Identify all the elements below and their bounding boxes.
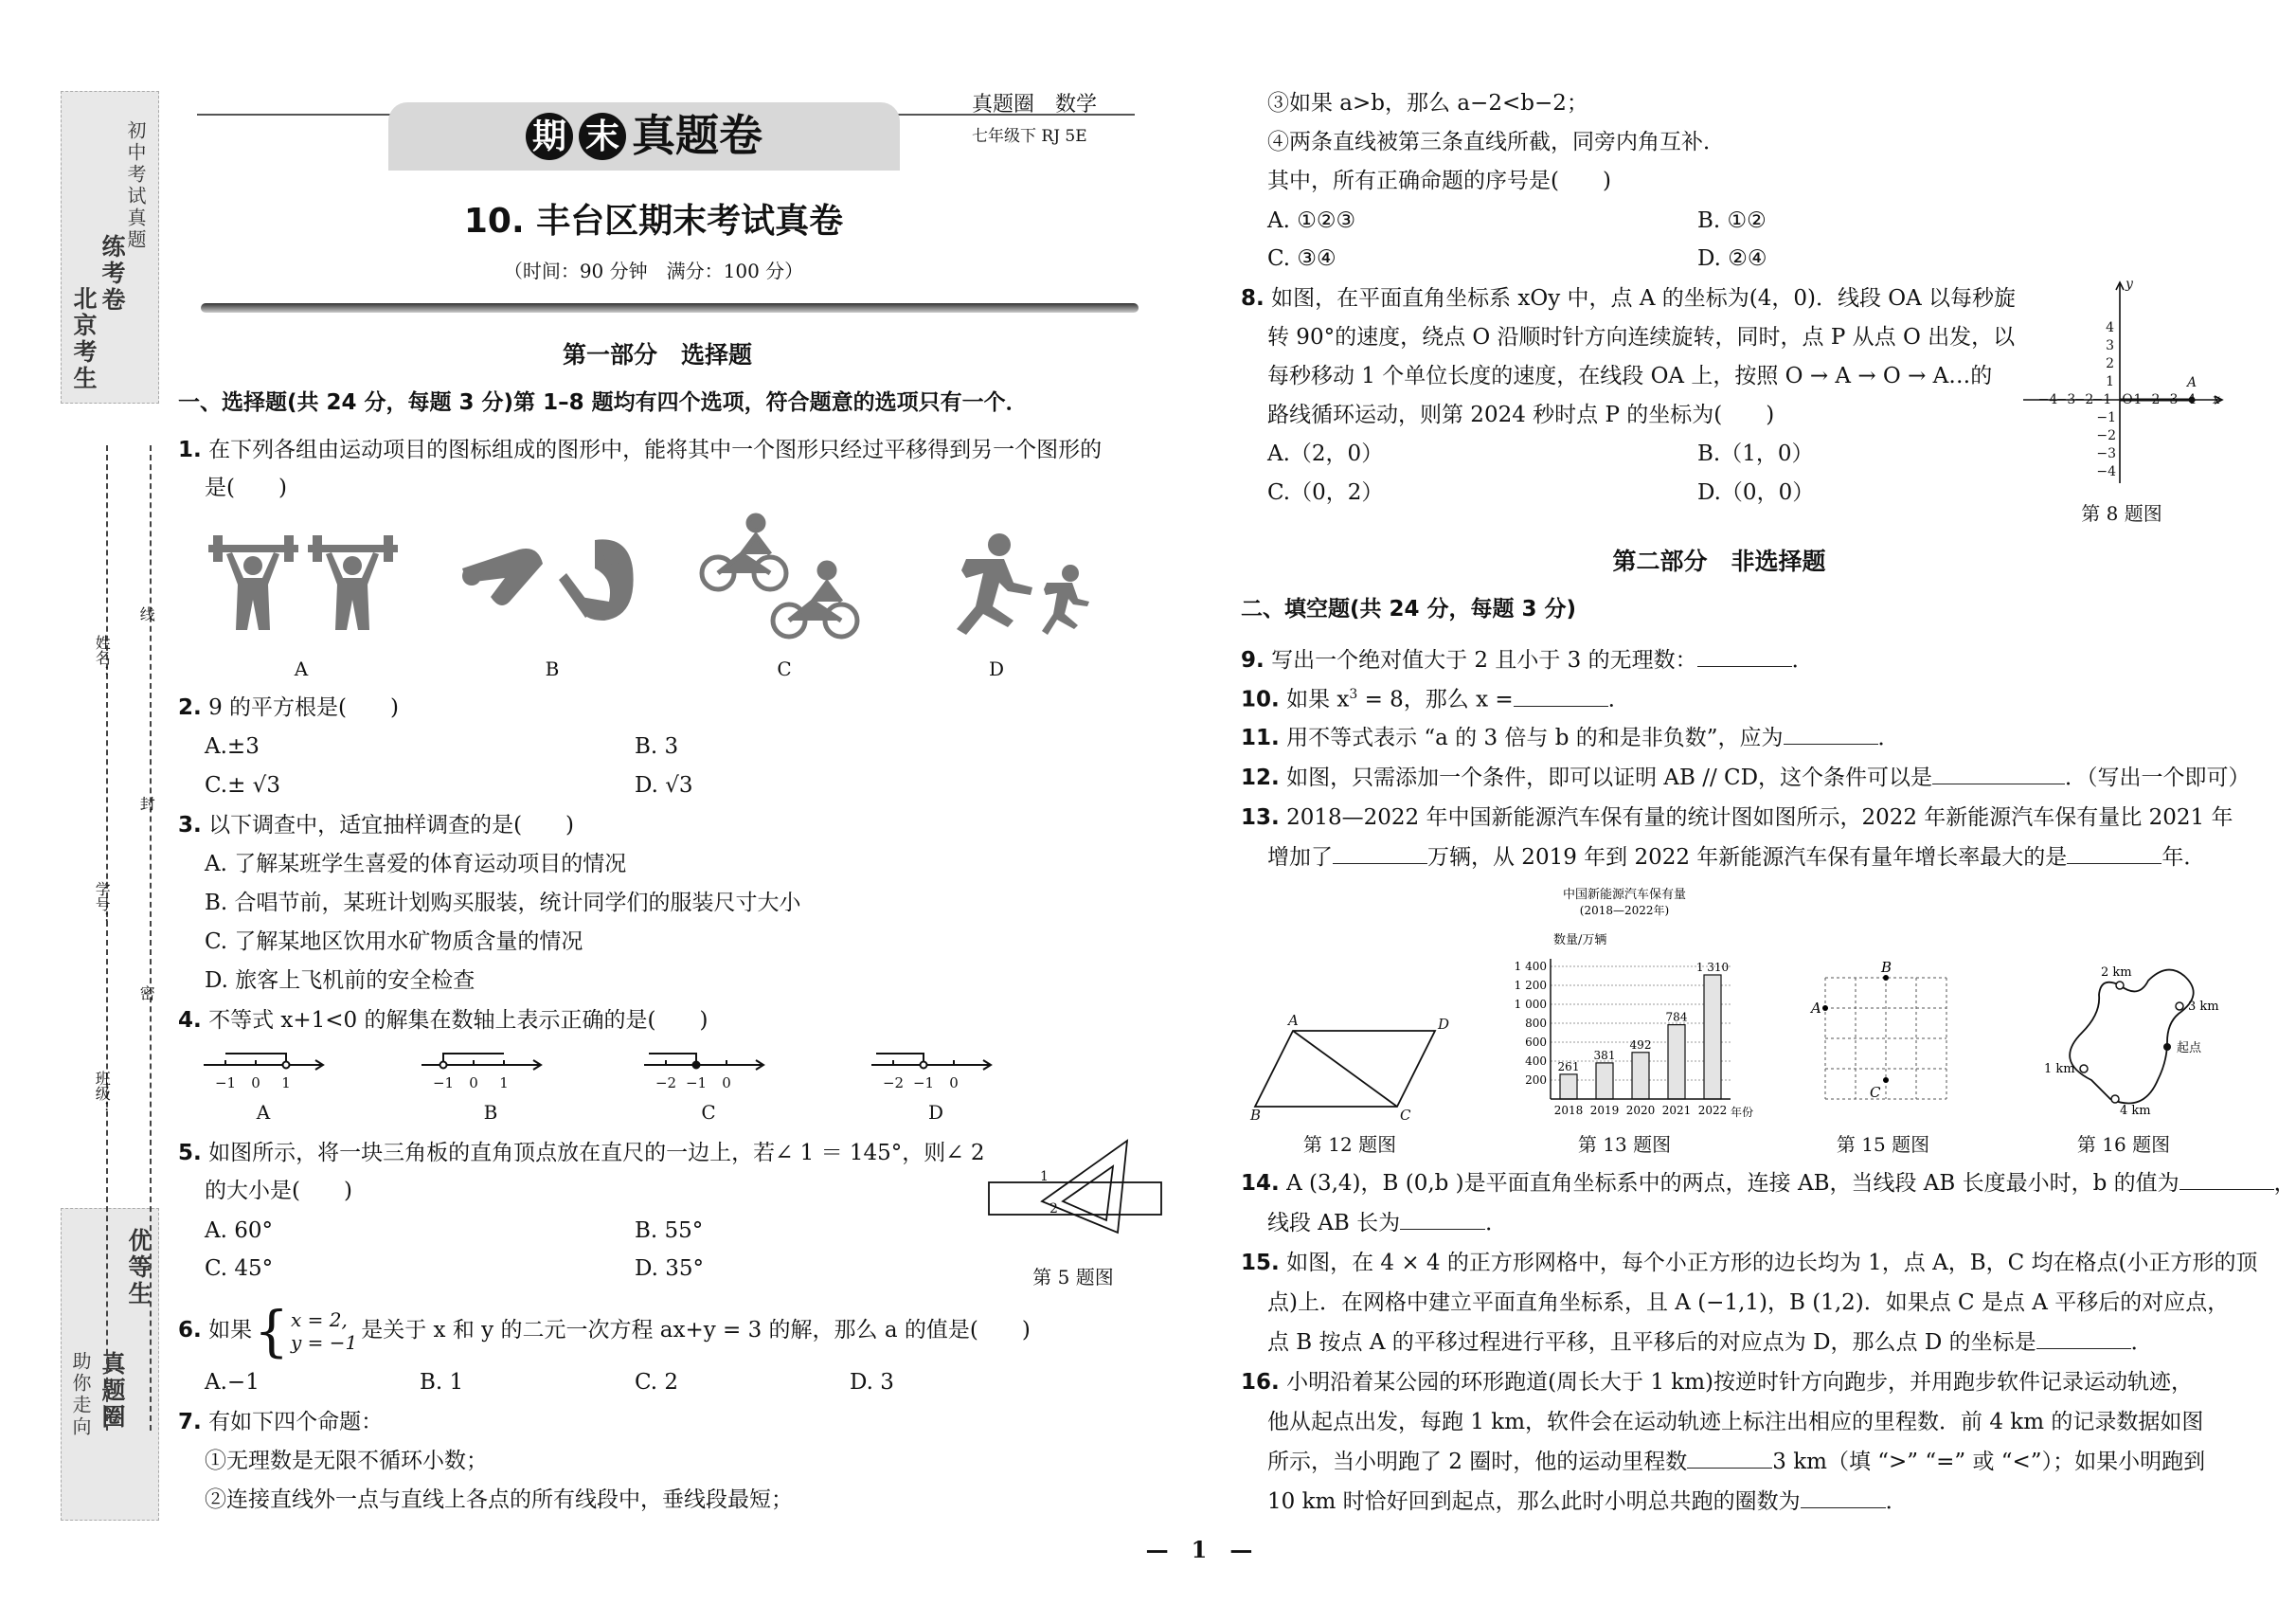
q8-x-tick-7: 2 bbox=[2151, 392, 2161, 407]
chart-y-tick-label: 400 bbox=[1525, 1054, 1547, 1068]
title-underline bbox=[201, 303, 1139, 313]
q16-mark-3km: 3 km bbox=[2188, 1000, 2219, 1014]
q1-label-b: B bbox=[545, 658, 560, 680]
slogan-bottom: 助你走向 bbox=[69, 1351, 92, 1438]
q4a-tick-2: 0 bbox=[251, 1074, 260, 1091]
banner bbox=[388, 102, 900, 171]
q4d-tick-1: −2 bbox=[882, 1074, 905, 1091]
weightlifting-icons bbox=[204, 526, 403, 640]
q15-line-2: 点)上．在网格中建立平面直角坐标系，且 A (−1,1)，B (1,2)．如果点 C 是点 A 平移后的对应点， bbox=[1267, 1290, 2230, 1315]
q15-point-b: B bbox=[1881, 959, 1892, 976]
q4-label-a: A bbox=[256, 1101, 271, 1124]
q8-x-tick-1: −4 bbox=[2037, 392, 2058, 407]
chart-y-ticks bbox=[1515, 960, 1547, 1087]
q5-angle-1: 1 bbox=[1040, 1169, 1049, 1184]
chart-title: 中国新能源汽车保有量 bbox=[1562, 888, 1687, 902]
q16-line-1: 16. 小明沿着某公园的环形跑道(周长大于 1 km)按逆时针方向跑步，并用跑步软件记录运动轨迹， bbox=[1241, 1370, 2194, 1395]
seal-feng-char: 封 bbox=[137, 796, 156, 811]
q4c-tick-1: −2 bbox=[655, 1074, 677, 1091]
q5-option-b: B. 55° bbox=[635, 1218, 704, 1243]
q5-ruler-triangle-figure bbox=[985, 1133, 1165, 1237]
q4d-tick-2: −1 bbox=[912, 1074, 935, 1091]
chart-bar bbox=[1560, 1074, 1577, 1099]
q1-label-a: A bbox=[294, 658, 309, 680]
q8-caption: 第 8 题图 bbox=[2081, 502, 2162, 525]
q8-option-a: A.（2，0） bbox=[1267, 442, 1384, 466]
chart-data-label: 492 bbox=[1629, 1037, 1652, 1052]
q4-stem: 4. 不等式 x+1<0 的解集在数轴上表示正确的是( ) bbox=[178, 1008, 709, 1033]
header-brand: 真题圈 数学 bbox=[972, 93, 1098, 117]
q6-stem: 6. 如果 { x = 2, y = −1 是关于 x 和 y 的二元一次方程 ax+y = 3 的解，那么 a 的值是( ) bbox=[178, 1299, 1031, 1363]
q7-stem: 7. 有如下四个命题： bbox=[178, 1410, 384, 1434]
chart-bar bbox=[1596, 1063, 1613, 1099]
q14-line-2: 线段 AB 长为 ． bbox=[1267, 1211, 1508, 1235]
q8-x-label: x bbox=[2213, 392, 2220, 407]
chart-data-label: 261 bbox=[1557, 1059, 1580, 1073]
seal-mi-char: 密 bbox=[137, 985, 156, 1000]
q8-y-tick-3: 2 bbox=[2106, 356, 2114, 371]
chart-x-tick-label: 2021 bbox=[1661, 1104, 1692, 1117]
q8-option-b: B.（1，0） bbox=[1697, 442, 1814, 466]
binding-line-outer bbox=[106, 445, 108, 1431]
seal-line-char: 线 bbox=[137, 606, 156, 622]
q8-line-1: 8. 如图，在平面直角坐标系 xOy 中，点 A 的坐标为(4，0)．线段 OA 以每秒旋 bbox=[1241, 286, 2017, 311]
q8-y-tick-5: −1 bbox=[2096, 410, 2116, 425]
q4-label-d: D bbox=[927, 1101, 944, 1124]
q16-line-3: 所示，当小明跑了 2 圈时，他的运动里程数 3 km（填 “>” “=” 或 “<”）；如果小明跑到 bbox=[1267, 1450, 2206, 1474]
q8-coordinate-figure bbox=[2016, 275, 2229, 493]
chart-x-tick-label: 2018 bbox=[1553, 1104, 1584, 1117]
q3-stem: 3. 以下调查中，适宜抽样调查的是( ) bbox=[178, 813, 575, 838]
chart-bar bbox=[1668, 1025, 1685, 1099]
q15-line-3: 点 B 按点 A 的平移过程进行平移，且平移后的对应点为 D，那么点 D 的坐标是 ． bbox=[1267, 1330, 2153, 1355]
q7-prop-3: ③如果 a>b，那么 a−2<b−2； bbox=[1267, 91, 1588, 116]
q4d-tick-3: 0 bbox=[949, 1074, 959, 1091]
q13-caption: 第 13 题图 bbox=[1577, 1133, 1672, 1156]
q7-prop-2: ②连接直线外一点与直线上各点的所有线段中，垂线段最短； bbox=[205, 1487, 793, 1512]
q1-label-d: D bbox=[988, 658, 1005, 680]
q8-x-tick-6: 1 bbox=[2133, 392, 2143, 407]
chart-x-tick-label: 2022 bbox=[1697, 1104, 1728, 1117]
q8-x-tick-9: 4 bbox=[2187, 392, 2197, 407]
q14-line-1: 14. A (3,4)，B (0,b )是平面直角坐标系中的两点，连接 AB，当线段 AB 长度最小时，b 的值为 ， bbox=[1241, 1171, 2296, 1196]
q16-mark-start: 起点 bbox=[2177, 1041, 2202, 1055]
q6-eq2: y = −1 bbox=[290, 1331, 358, 1354]
part1-heading: 第一部分 选择题 bbox=[562, 341, 753, 369]
q8-line-4: 路线循环运动，则第 2024 秒时点 P 的坐标为( ) bbox=[1267, 403, 1775, 427]
q15-point-c: C bbox=[1870, 1084, 1881, 1101]
q10-stem: 10. 如果 $x^3 = 8$，那么 x = ． bbox=[1241, 687, 1630, 712]
q13-bar-chart bbox=[1492, 885, 1754, 1122]
chart-x-ticks bbox=[1554, 1104, 1728, 1117]
q4-number-line-a bbox=[204, 1048, 327, 1095]
q1-stem-2: 是( ) bbox=[205, 476, 287, 500]
q8-y-tick-7: −3 bbox=[2096, 446, 2116, 461]
q5-angle-2: 2 bbox=[1049, 1201, 1058, 1216]
q7-option-d: D. ②④ bbox=[1697, 246, 1767, 271]
q6-system bbox=[291, 1308, 357, 1354]
q3-option-c: C. 了解某地区饮用水矿物质含量的情况 bbox=[205, 929, 583, 954]
q7-option-a: A. ①②③ bbox=[1267, 208, 1356, 233]
banner-rest: 真题卷 bbox=[632, 110, 762, 162]
q8-x-tick-2: −3 bbox=[2055, 392, 2076, 407]
cycling-icons bbox=[699, 512, 870, 644]
q12-stem: 12. 如图，只需添加一个条件，即可以证明 AB // CD，这个条件可以是 ．（写出一个即可） bbox=[1241, 766, 2251, 790]
chart-bars bbox=[1557, 975, 1721, 1099]
q4a-tick-3: 1 bbox=[281, 1074, 291, 1091]
page-title: 10. 丰台区期末考试真卷 bbox=[463, 202, 844, 241]
q5-option-d: D. 35° bbox=[635, 1256, 705, 1281]
q8-option-d: D.（0，0） bbox=[1697, 480, 1815, 505]
class-label: 班级： bbox=[93, 1071, 112, 1116]
q12-caption: 第 12 题图 bbox=[1302, 1133, 1397, 1156]
q6-option-d: D. 3 bbox=[850, 1370, 894, 1395]
q1-label-c: C bbox=[777, 658, 792, 680]
q8-y-tick-8: −4 bbox=[2096, 464, 2116, 479]
diving-icons bbox=[453, 531, 652, 644]
q5-caption: 第 5 题图 bbox=[1032, 1266, 1114, 1289]
q12-point-d: D bbox=[1438, 1016, 1450, 1033]
q7-option-c: C. ③④ bbox=[1267, 246, 1336, 271]
q5-option-c: C. 45° bbox=[205, 1256, 274, 1281]
q16-line-4: 10 km 时恰好回到起点，那么此时小明总共跑的圈数为 ． bbox=[1267, 1489, 1908, 1514]
q6-eq1: x = 2, bbox=[290, 1308, 348, 1331]
part2-section: 二、填空题(共 24 分，每题 3 分) bbox=[1241, 597, 1577, 622]
q4a-tick-1: −1 bbox=[214, 1074, 237, 1091]
chart-x-tick-label: 2020 bbox=[1625, 1104, 1656, 1117]
q8-line-3: 每秒移动 1 个单位长度的速度，在线段 OA 上，按照 O → A → O → A…的 bbox=[1267, 364, 1993, 388]
chart-bar bbox=[1632, 1053, 1649, 1099]
q4-number-line-d bbox=[871, 1048, 995, 1095]
q7-option-b: B. ①② bbox=[1697, 208, 1767, 233]
chart-y-tick-label: 1 000 bbox=[1514, 998, 1547, 1011]
q4c-tick-2: −1 bbox=[685, 1074, 708, 1091]
q3-option-b: B. 合唱节前，某班计划购买服装，统计同学们的服装尺寸大小 bbox=[205, 891, 801, 915]
q6-brace: { bbox=[254, 1299, 289, 1363]
q8-origin: O bbox=[2122, 392, 2133, 407]
q2-option-a: A.±3 bbox=[205, 734, 260, 759]
q13-line-2: 增加了 万辆，从 2019 年到 2022 年新能源汽车保有量年增长率最大的是 年． bbox=[1267, 845, 2206, 870]
q7-prop-4: ④两条直线被第三条直线所截，同旁内角互补． bbox=[1267, 130, 1725, 154]
chart-y-tick-label: 200 bbox=[1525, 1073, 1547, 1087]
page-number: — 1 — bbox=[1145, 1536, 1253, 1563]
q4-number-line-b bbox=[422, 1048, 545, 1095]
q6-option-a: A.−1 bbox=[205, 1370, 260, 1395]
q5-stem-2: 的大小是( ) bbox=[205, 1179, 352, 1203]
q8-line-2: 转 90°的速度，绕点 O 沿顺时针方向连续旋转，同时，点 P 从点 O 出发，以 bbox=[1267, 325, 2016, 350]
q8-y-tick-6: −2 bbox=[2096, 428, 2116, 443]
q16-mark-2km: 2 km bbox=[2101, 965, 2132, 980]
q7-ask: 其中，所有正确命题的序号是( ) bbox=[1267, 169, 1611, 193]
binding-line-inner bbox=[150, 445, 152, 1431]
q4c-tick-3: 0 bbox=[722, 1074, 731, 1091]
q4b-tick-2: 0 bbox=[469, 1074, 478, 1091]
q8-x-tick-3: −2 bbox=[2073, 392, 2094, 407]
q15-line-1: 15. 如图，在 4 × 4 的正方形网格中，每个小正方形的边长均为 1，点 A，B，C 均在格点(小正方形的顶 bbox=[1241, 1251, 2258, 1275]
q4-label-c: C bbox=[701, 1101, 716, 1124]
brand-top-label-2: 练考卷 bbox=[99, 234, 126, 314]
q2-option-c: C.± √3 bbox=[205, 773, 280, 798]
brand-bottom-label-2: 真题圈 bbox=[99, 1351, 126, 1431]
chart-y-tick-label: 800 bbox=[1525, 1017, 1547, 1030]
chart-x-tick-label: 2019 bbox=[1589, 1104, 1620, 1117]
q16-line-2: 他从起点出发，每跑 1 km，软件会在运动轨迹上标注出相应的里程数．前 4 km 的记录数据如图 bbox=[1267, 1410, 2204, 1434]
q9-stem: 9. 写出一个绝对值大于 2 且小于 3 的无理数： ． bbox=[1241, 648, 1814, 673]
part1-section: 一、选择题(共 24 分，每题 3 分)第 1–8 题均有四个选项，符合题意的选项只有一个． bbox=[178, 390, 1028, 415]
q15-caption: 第 15 题图 bbox=[1836, 1133, 1930, 1156]
chart-subtitle: (2018—2022年) bbox=[1579, 904, 1670, 917]
q4b-tick-3: 1 bbox=[499, 1074, 509, 1091]
chart-y-tick-label: 1 400 bbox=[1514, 960, 1547, 973]
chart-data-label: 784 bbox=[1665, 1010, 1688, 1024]
chart-data-label: 1 310 bbox=[1695, 961, 1730, 974]
q6-option-c: C. 2 bbox=[635, 1370, 679, 1395]
q5-option-a: A. 60° bbox=[205, 1218, 273, 1243]
brand-bottom-label: 优等生 bbox=[125, 1228, 152, 1307]
q2-stem: 2. 9 的平方根是( ) bbox=[178, 695, 399, 720]
banner-char-1: 期 bbox=[526, 113, 573, 160]
chart-xlabel: 年份 bbox=[1731, 1106, 1754, 1119]
sidebar-brand-top bbox=[61, 91, 159, 404]
q8-option-c: C.（0，2） bbox=[1267, 480, 1384, 505]
q15-point-a: A bbox=[1811, 1000, 1821, 1017]
q8-x-tick-8: 3 bbox=[2169, 392, 2179, 407]
q4b-tick-1: −1 bbox=[432, 1074, 455, 1091]
chart-bar bbox=[1704, 975, 1721, 1099]
q8-y-tick-4: 1 bbox=[2106, 374, 2114, 389]
q12-point-c: C bbox=[1400, 1107, 1411, 1124]
chart-y-tick-label: 600 bbox=[1525, 1036, 1547, 1049]
q12-point-b: B bbox=[1250, 1107, 1262, 1124]
q7-prop-1: ①无理数是无限不循环小数； bbox=[205, 1449, 488, 1473]
q5-stem: 5. 如图所示，将一块三角板的直角顶点放在直尺的一边上，若∠ 1 ＝ 145°，则∠ 2 bbox=[178, 1141, 985, 1165]
q3-option-a: A. 了解某班学生喜爱的体育运动项目的情况 bbox=[205, 852, 627, 876]
q8-y-tick-1: 4 bbox=[2106, 320, 2114, 335]
slogan-top: 初中考试真题 bbox=[124, 120, 147, 251]
q12-point-a: A bbox=[1288, 1012, 1299, 1029]
q8-y-tick-2: 3 bbox=[2106, 338, 2114, 353]
q8-point-a: A bbox=[2186, 375, 2197, 390]
student-id-label: 学号： bbox=[93, 881, 112, 927]
time-info: （时间：90 分钟 满分：100 分） bbox=[503, 260, 804, 282]
q16-track-figure bbox=[2025, 957, 2224, 1127]
q1-stem: 1. 在下列各组由运动项目的图标组成的图形中，能将其中一个图形只经过平移得到另一个图形的 bbox=[178, 438, 1103, 462]
sidebar-brand-bottom bbox=[61, 1208, 159, 1521]
q13-line-1: 13. 2018—2022 年中国新能源汽车保有量的统计图如图所示，2022 年新能源汽车保有量比 2021 年 bbox=[1241, 805, 2233, 830]
q8-x-tick-4: −1 bbox=[2091, 392, 2112, 407]
q16-mark-4km: 4 km bbox=[2120, 1104, 2151, 1118]
q3-option-d: D. 旅客上飞机前的安全检查 bbox=[205, 968, 475, 993]
q2-option-d: D. √3 bbox=[635, 773, 693, 798]
running-icons bbox=[909, 531, 1089, 644]
chart-ylabel: 数量/万辆 bbox=[1553, 933, 1607, 947]
header-grade: 七年级下 RJ 5E bbox=[972, 127, 1087, 146]
chart-data-label: 381 bbox=[1593, 1048, 1616, 1062]
q12-parallelogram-figure bbox=[1250, 1012, 1450, 1124]
part2-heading: 第二部分 非选择题 bbox=[1612, 548, 1826, 575]
q11-stem: 11. 用不等式表示 “a 的 3 倍与 b 的和是非负数”，应为 ． bbox=[1241, 726, 1900, 750]
banner-char-2: 末 bbox=[579, 113, 626, 160]
q4-label-b: B bbox=[483, 1101, 498, 1124]
brand-top-label: 北京考生 bbox=[70, 286, 98, 392]
q15-grid-figure bbox=[1811, 959, 1953, 1120]
q16-caption: 第 16 题图 bbox=[2076, 1133, 2171, 1156]
chart-y-tick-label: 1 200 bbox=[1514, 979, 1547, 992]
q4-number-line-c bbox=[644, 1048, 767, 1095]
q6-option-b: B. 1 bbox=[420, 1370, 464, 1395]
name-label: 姓名： bbox=[93, 635, 112, 680]
q16-mark-1km: 1 km bbox=[2044, 1062, 2075, 1076]
q8-y-label: y bbox=[2126, 277, 2133, 292]
q2-option-b: B. 3 bbox=[635, 734, 679, 759]
